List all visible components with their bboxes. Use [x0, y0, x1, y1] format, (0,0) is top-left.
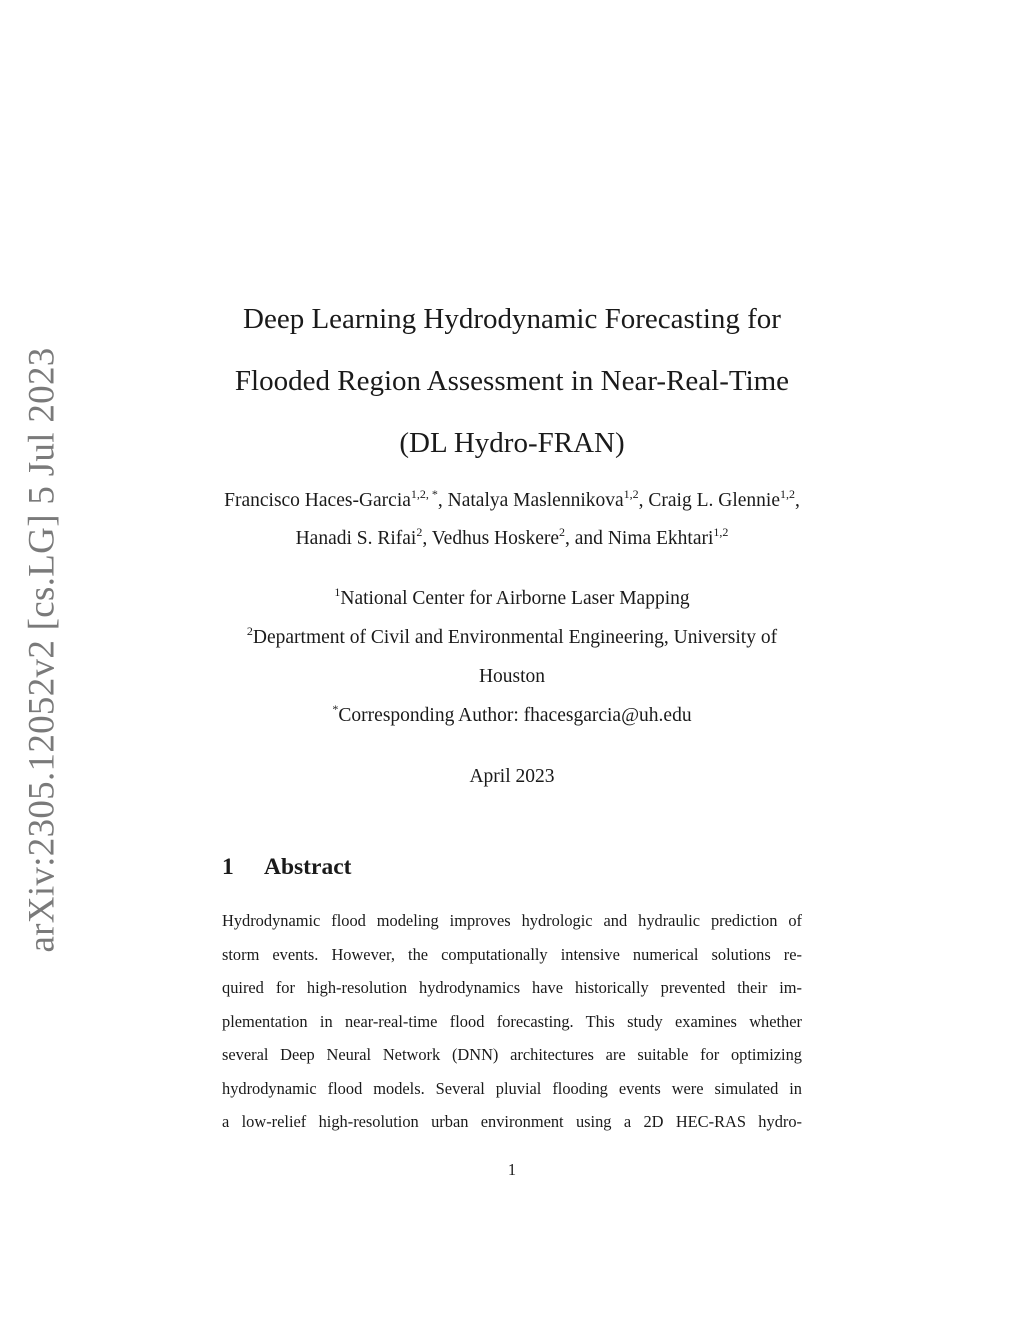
- author-affiliation-mark: 2: [559, 525, 566, 539]
- corresponding-author: [222, 696, 802, 735]
- affiliation-item: [222, 579, 802, 618]
- author-affiliation-mark: 1,2: [780, 487, 795, 501]
- affiliation-mark: 2: [246, 624, 253, 638]
- author-separator: ,: [437, 490, 448, 511]
- affiliation-text: Department of Civil and Environmental Engineering, University of Houston: [252, 627, 778, 687]
- author-name: Natalya Maslennikova: [447, 490, 624, 511]
- author-separator: ,: [795, 490, 800, 511]
- author-name: Vedhus Hoskere: [431, 528, 560, 549]
- author-affiliation-mark: 1,2: [623, 487, 639, 501]
- title-line: Flooded Region Assessment in Near-Real-Time: [234, 365, 790, 397]
- author-name: Hanadi S. Rifai: [295, 528, 417, 549]
- abstract-body: [222, 904, 802, 1139]
- affiliation-item: [222, 618, 802, 696]
- section-title: Abstract: [264, 854, 352, 880]
- abstract-line: Hydrodynamic flood modeling improves hydrologic and hydraulic prediction of: [222, 911, 802, 930]
- abstract-line: quired for high-resolution hydrodynamics have historically prevented their im-: [222, 978, 802, 997]
- page-number: 1: [507, 1160, 517, 1179]
- author-name: Nima Ekhtari: [607, 528, 714, 549]
- section-heading-abstract: [222, 850, 351, 884]
- author-list: [222, 482, 802, 558]
- author-name: Craig L. Glennie: [648, 490, 780, 511]
- publication-date: April 2023: [469, 766, 555, 787]
- author-name: Francisco Haces-Garcia: [224, 490, 411, 511]
- author-affiliation-mark: 1,2: [713, 525, 729, 539]
- abstract-line: several Deep Neural Network (DNN) architectures are suitable for optimizing: [222, 1045, 802, 1064]
- author-separator: , and: [565, 528, 608, 549]
- author-affiliation-mark: 2: [416, 525, 423, 539]
- affiliation-list: [222, 579, 802, 735]
- author-separator: ,: [422, 528, 432, 549]
- abstract-line: storm events. However, the computationally intensive numerical solutions re-: [222, 944, 802, 964]
- section-number: 1: [222, 854, 234, 880]
- affiliation-mark: 1: [334, 585, 341, 599]
- affiliation-text: Corresponding Author: fhacesgarcia@uh.edu: [338, 705, 692, 726]
- author-affiliation-mark: 1,2, *: [410, 487, 438, 501]
- abstract-line: plementation in near-real-time flood forecasting. This study examines whether: [222, 1011, 802, 1031]
- abstract-line: hydrodynamic flood models. Several pluvial flooding events were simulated in: [222, 1078, 802, 1098]
- title-line: Deep Learning Hydrodynamic Forecasting for: [243, 303, 781, 335]
- author-separator: ,: [638, 490, 649, 511]
- title-line: (DL Hydro-FRAN): [399, 427, 625, 459]
- affiliation-text: National Center for Airborne Laser Mapping: [340, 588, 690, 609]
- abstract-line: a low-relief high-resolution urban environment using a 2D HEC-RAS hydro-: [222, 1112, 802, 1131]
- paper-title: [222, 288, 802, 474]
- arxiv-identifier-stamp: arXiv:2305.12052v2 [cs.LG] 5 Jul 2023: [21, 347, 63, 953]
- affiliation-mark: *: [332, 702, 339, 716]
